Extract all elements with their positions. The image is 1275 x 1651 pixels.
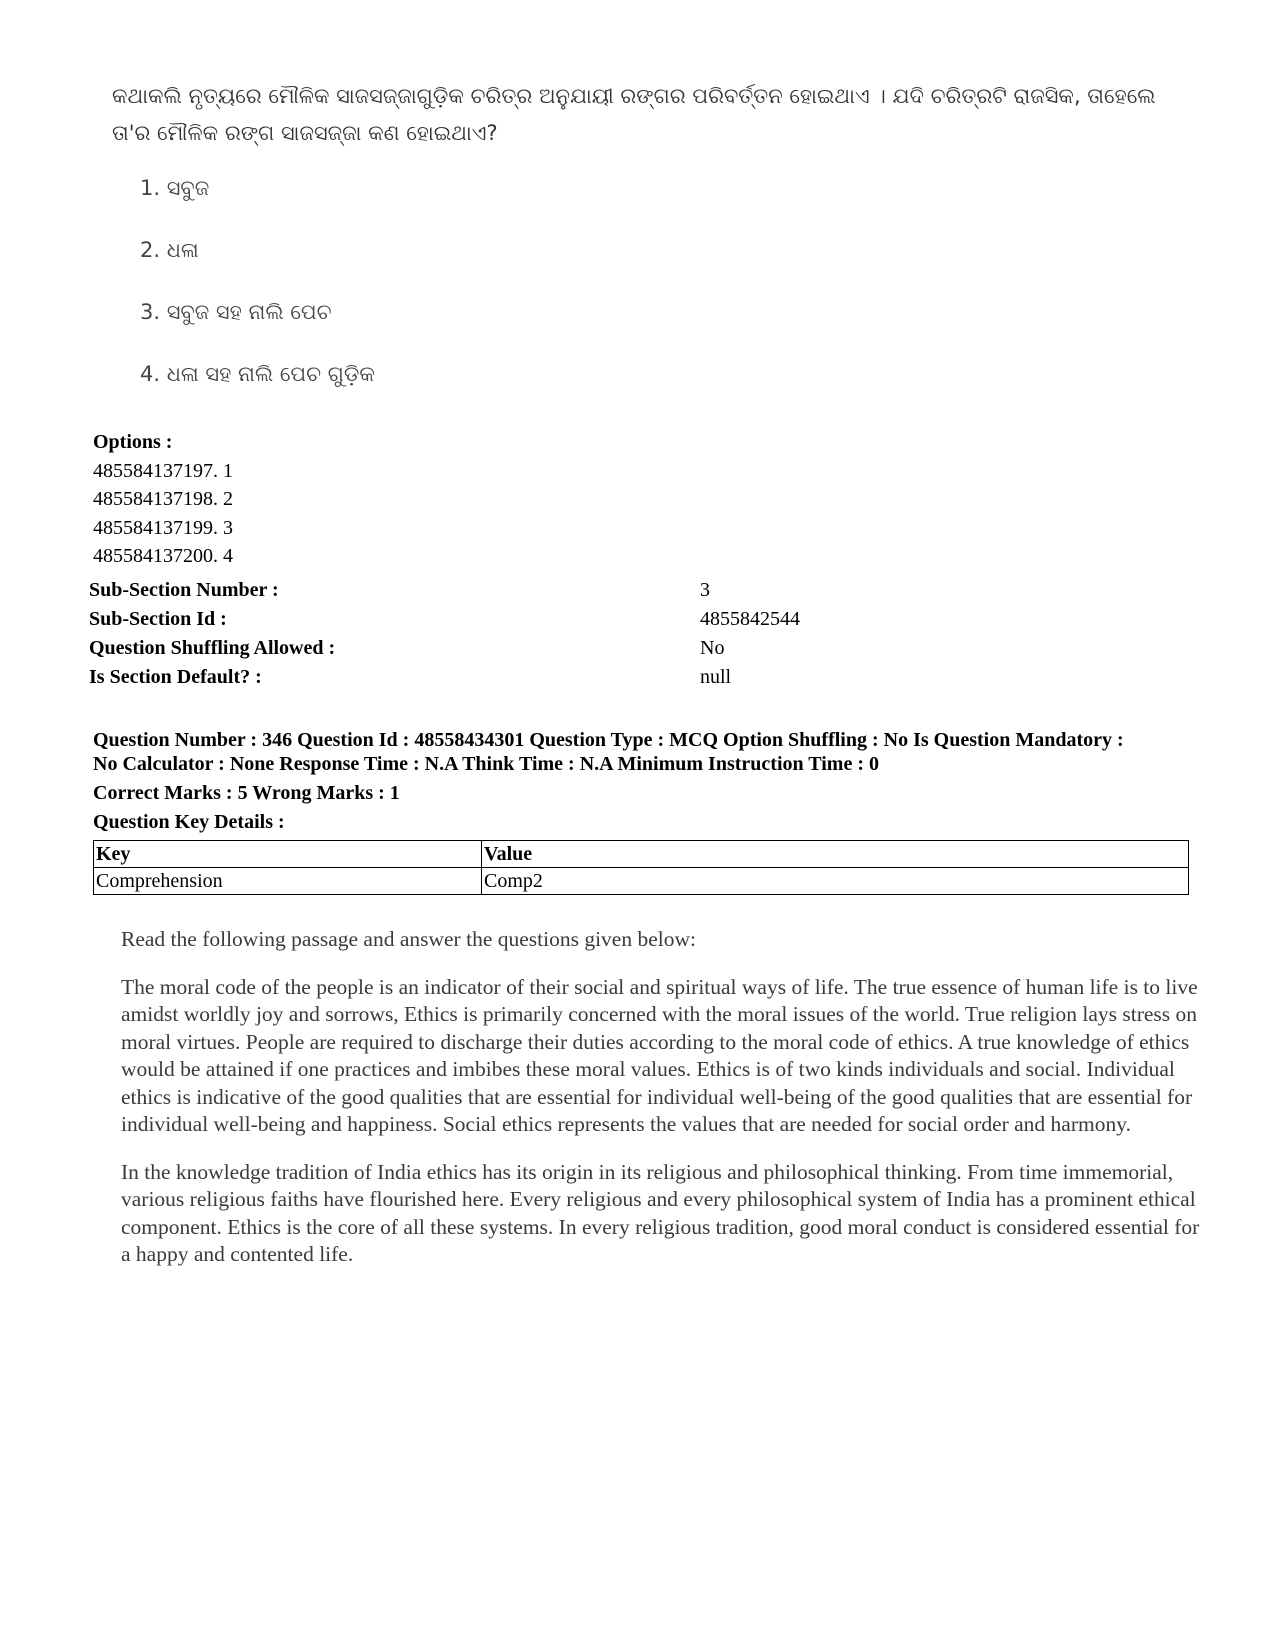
question-option-1: 1. ସବୁଜ: [140, 176, 210, 200]
table-row: [94, 868, 1189, 895]
options-block: [93, 428, 233, 571]
question-option-3: 3. ସବୁଜ ସହ ନାଲି ପେଚ: [140, 300, 332, 324]
subsection-number-value: 3: [700, 579, 710, 601]
comprehension-passage: [121, 926, 1201, 1289]
subsection-id-value: 4855842544: [700, 608, 800, 630]
subsection-row: [89, 663, 800, 692]
subsection-row: [89, 605, 800, 634]
question-option-4: 4. ଧଳା ସହ ନାଲି ପେଚ ଗୁଡ଼ିକ: [140, 362, 375, 386]
subsection-info: [89, 576, 800, 692]
question-meta: [93, 728, 1203, 776]
table-header-value: Value: [482, 841, 1189, 868]
question-shuffling-value: No: [700, 637, 725, 659]
marks-line: Correct Marks : 5 Wrong Marks : 1: [93, 782, 400, 804]
subsection-number-label: Sub-Section Number :: [89, 579, 279, 601]
option-id-1: 485584137197. 1: [93, 459, 233, 482]
subsection-row: [89, 634, 800, 663]
subsection-id-label: Sub-Section Id :: [89, 608, 227, 630]
table-header-key: Key: [94, 841, 482, 868]
question-meta-line-2: No Calculator : None Response Time : N.A Think Time : N.A Minimum Instruction Time : 0: [93, 753, 879, 775]
table-cell-key: Comprehension: [94, 868, 482, 895]
question-shuffling-label: Question Shuffling Allowed :: [89, 637, 336, 659]
passage-intro: Read the following passage and answer the questions given below:: [121, 927, 696, 951]
table-header-row: [94, 841, 1189, 868]
section-default-value: null: [700, 666, 732, 688]
option-id-3: 485584137199. 3: [93, 516, 233, 539]
option-id-4: 485584137200. 4: [93, 545, 233, 567]
key-details-title: Question Key Details :: [93, 811, 285, 833]
options-title: Options :: [93, 431, 173, 453]
passage-paragraph-1: The moral code of the people is an indicator of their social and spiritual ways of life. The true essence of human life is to live amidst worldly joy and sorrows, Ethics is primarily concerned with the moral issues of the world. True religion lays stress on moral virtues. People are required to discharge their duties according to the moral code of ethics. A true knowledge of ethics would be attained if one practices and imbibes these moral values. Ethics is of two kinds individuals and social. Individual ethics is indicative of the good qualities that are essential for individual well-being of the good qualities that are essential for individual well-being and happiness. Social ethics represents the values that are needed for social order and harmony.: [121, 974, 1198, 1136]
section-default-label: Is Section Default? :: [89, 666, 262, 688]
passage-paragraph-2: In the knowledge tradition of India ethics has its origin in its religious and philosophical thinking. From time immemorial, various religious faiths have flourished here. Every religious and every philosophical system of India has a prominent ethical component. Ethics is the core of all these systems. In every religious tradition, good moral conduct is considered essential for a happy and contented life.: [121, 1159, 1200, 1266]
question-meta-line-1: Question Number : 346 Question Id : 48558434301 Question Type : MCQ Option Shuffling : No Is Question Mandatory :: [93, 729, 1124, 751]
subsection-row: [89, 576, 800, 605]
key-details-table: [93, 840, 1189, 895]
question-option-2: 2. ଧଳା: [140, 238, 199, 262]
option-id-2: 485584137198. 2: [93, 488, 233, 510]
question-text: କଥାକଲି ନୃତ୍ୟରେ ମୌଳିକ ସାଜସଜ୍ଜାଗୁଡ଼ିକ ଚରିତ୍ର ଅନୁଯାୟୀ ରଙ୍ଗର ପରିବର୍ତ୍ତନ ହୋଇଥାଏ । ଯଦି ଚରିତ୍ରଟି ରାଜସିକ, ତାହେଲେ ତା'ର ମୌଳିକ ରଙ୍ଗ ସାଜସଜ୍ଜା କଣ ହୋଇଥାଏ?: [112, 84, 1156, 145]
table-cell-value: Comp2: [482, 868, 1189, 895]
